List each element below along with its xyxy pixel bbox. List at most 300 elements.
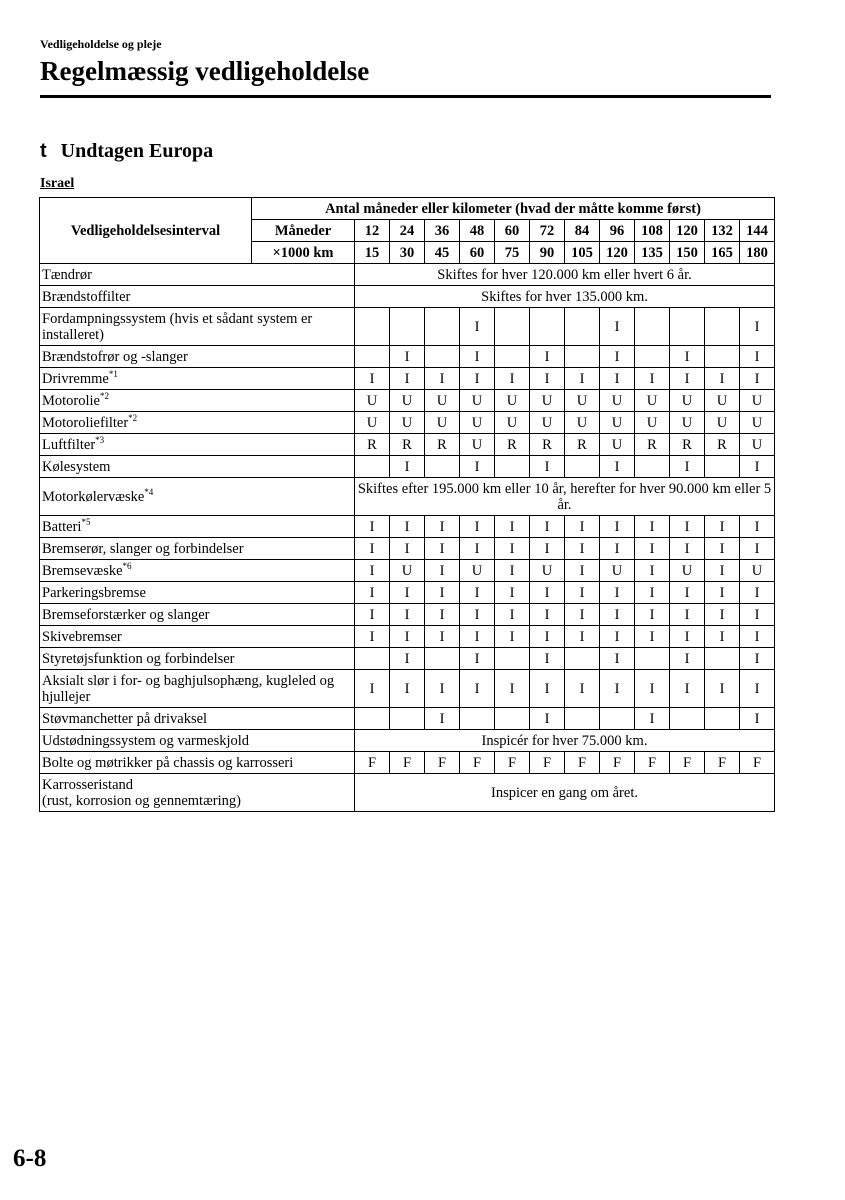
- item-name: [40, 286, 355, 308]
- table-row: [40, 516, 775, 538]
- table-row: [40, 286, 775, 308]
- item-name-text: Bremsevæske: [42, 562, 123, 579]
- item-name: [40, 368, 355, 390]
- schedule-cell: I: [740, 456, 775, 478]
- months-cell: 108: [635, 220, 670, 242]
- schedule-cell: U: [425, 390, 460, 412]
- schedule-cell: F: [635, 752, 670, 774]
- schedule-cell: I: [355, 516, 390, 538]
- schedule-cell: I: [705, 670, 740, 708]
- schedule-cell: U: [355, 412, 390, 434]
- item-name-text: Bremserør, slanger og forbindelser: [42, 540, 244, 557]
- section-bullet-icon: t: [40, 140, 47, 162]
- item-name: [40, 604, 355, 626]
- interval-header: Vedligeholdelsesinterval: [40, 198, 252, 264]
- schedule-cell: I: [460, 346, 495, 368]
- km-cell: 150: [670, 242, 705, 264]
- schedule-cell: I: [390, 604, 425, 626]
- item-name-text: Skivebremser: [42, 628, 122, 645]
- item-name: [40, 730, 355, 752]
- schedule-cell: [390, 308, 425, 346]
- schedule-cell: I: [425, 538, 460, 560]
- item-name: [40, 456, 355, 478]
- table-row: [40, 368, 775, 390]
- schedule-cell: I: [740, 604, 775, 626]
- schedule-cell: U: [670, 560, 705, 582]
- schedule-cell: I: [530, 368, 565, 390]
- km-cell: 135: [635, 242, 670, 264]
- item-name-text: (rust, korrosion og gennemtæring): [42, 792, 241, 809]
- schedule-cell: U: [390, 390, 425, 412]
- item-name-text: Fordampningssystem (hvis et sådant system er installeret): [42, 310, 313, 343]
- section-label: Vedligeholdelse og pleje: [40, 37, 162, 51]
- months-label: Måneder: [252, 220, 355, 242]
- schedule-cell: [565, 346, 600, 368]
- schedule-cell: I: [740, 670, 775, 708]
- schedule-cell: I: [495, 604, 530, 626]
- schedule-cell: I: [600, 582, 635, 604]
- schedule-cell: R: [355, 434, 390, 456]
- months-cell: 36: [425, 220, 460, 242]
- footnote-ref: *4: [144, 486, 154, 497]
- schedule-cell: I: [600, 456, 635, 478]
- item-name: [40, 516, 355, 538]
- item-name-text: Støvmanchetter på drivaksel: [42, 710, 208, 727]
- schedule-cell: I: [495, 538, 530, 560]
- schedule-cell: I: [530, 516, 565, 538]
- months-cell: 132: [705, 220, 740, 242]
- item-name-text: Karrosseristand: [42, 776, 134, 793]
- schedule-cell: I: [390, 626, 425, 648]
- schedule-cell: I: [355, 582, 390, 604]
- table-row: [40, 308, 775, 346]
- subheading: [40, 140, 213, 163]
- schedule-cell: R: [495, 434, 530, 456]
- footnote-ref: *3: [95, 434, 105, 445]
- schedule-cell: [635, 648, 670, 670]
- schedule-cell: I: [425, 604, 460, 626]
- schedule-cell: I: [565, 670, 600, 708]
- schedule-cell: I: [740, 346, 775, 368]
- schedule-cell: I: [425, 368, 460, 390]
- schedule-cell: I: [460, 456, 495, 478]
- schedule-cell: [425, 346, 460, 368]
- schedule-cell: I: [390, 346, 425, 368]
- schedule-cell: I: [390, 456, 425, 478]
- schedule-cell: I: [600, 604, 635, 626]
- schedule-cell: I: [495, 516, 530, 538]
- table-row: [40, 752, 775, 774]
- schedule-cell: I: [390, 670, 425, 708]
- schedule-cell: I: [635, 582, 670, 604]
- schedule-cell: I: [390, 538, 425, 560]
- item-name-text: Aksialt slør i for- og baghjulsophæng, kugleled og hjullejer: [42, 672, 335, 705]
- item-name: [40, 434, 355, 456]
- header-row-top: [40, 198, 775, 220]
- schedule-cell: [355, 308, 390, 346]
- schedule-cell: I: [565, 560, 600, 582]
- schedule-cell: I: [530, 670, 565, 708]
- interval-instruction: Skiftes for hver 120.000 km eller hvert 6 år.: [355, 264, 775, 286]
- schedule-cell: U: [530, 390, 565, 412]
- item-name: [40, 346, 355, 368]
- table-row: [40, 730, 775, 752]
- schedule-cell: I: [460, 516, 495, 538]
- table-row: [40, 604, 775, 626]
- schedule-cell: I: [600, 308, 635, 346]
- footnote-ref: *1: [108, 368, 118, 379]
- region-label: Israel: [40, 176, 75, 191]
- schedule-cell: R: [530, 434, 565, 456]
- item-name-text: Motoroliefilter: [42, 414, 129, 431]
- interval-instruction: Inspicér for hver 75.000 km.: [355, 730, 775, 752]
- schedule-cell: I: [670, 456, 705, 478]
- item-name-text: Brændstoffilter: [42, 288, 131, 305]
- schedule-cell: I: [635, 516, 670, 538]
- schedule-cell: F: [355, 752, 390, 774]
- schedule-cell: I: [705, 516, 740, 538]
- item-name-text: Styretøjsfunktion og forbindelser: [42, 650, 235, 667]
- schedule-cell: I: [705, 604, 740, 626]
- schedule-cell: F: [425, 752, 460, 774]
- schedule-cell: I: [355, 560, 390, 582]
- schedule-cell: [390, 708, 425, 730]
- footnote-ref: *5: [81, 516, 91, 527]
- schedule-cell: U: [460, 434, 495, 456]
- schedule-cell: U: [530, 412, 565, 434]
- schedule-cell: I: [530, 456, 565, 478]
- schedule-cell: I: [705, 560, 740, 582]
- schedule-cell: I: [705, 368, 740, 390]
- table-row: [40, 434, 775, 456]
- schedule-cell: I: [565, 626, 600, 648]
- item-name-text: Drivremme: [42, 370, 109, 387]
- schedule-cell: I: [390, 516, 425, 538]
- table-row: [40, 648, 775, 670]
- item-name-text: Parkeringsbremse: [42, 584, 146, 601]
- schedule-cell: I: [600, 626, 635, 648]
- schedule-cell: U: [530, 560, 565, 582]
- schedule-cell: [635, 456, 670, 478]
- schedule-cell: I: [530, 626, 565, 648]
- item-name: [40, 626, 355, 648]
- table-row: [40, 582, 775, 604]
- item-name: [40, 708, 355, 730]
- schedule-cell: I: [495, 368, 530, 390]
- schedule-cell: [670, 708, 705, 730]
- interval-instruction: Skiftes efter 195.000 km eller 10 år, herefter for hver 90.000 km eller 5 år.: [355, 478, 775, 516]
- schedule-cell: [530, 308, 565, 346]
- schedule-cell: I: [670, 582, 705, 604]
- table-row: [40, 708, 775, 730]
- table-row: [40, 390, 775, 412]
- item-name-text: Tændrør: [42, 266, 92, 283]
- schedule-cell: I: [460, 368, 495, 390]
- item-name-text: Motorolie: [42, 392, 100, 409]
- schedule-cell: I: [565, 516, 600, 538]
- schedule-cell: [705, 308, 740, 346]
- page-title: Regelmæssig vedligeholdelse: [40, 56, 370, 86]
- schedule-cell: I: [600, 346, 635, 368]
- title-divider: [40, 95, 771, 98]
- schedule-cell: F: [460, 752, 495, 774]
- schedule-cell: [355, 456, 390, 478]
- schedule-cell: [425, 456, 460, 478]
- item-name-text: Luftfilter: [42, 436, 96, 453]
- schedule-cell: U: [565, 390, 600, 412]
- schedule-cell: I: [565, 582, 600, 604]
- schedule-cell: U: [705, 390, 740, 412]
- months-cell: 84: [565, 220, 600, 242]
- schedule-cell: I: [460, 538, 495, 560]
- schedule-cell: I: [425, 560, 460, 582]
- schedule-cell: U: [495, 390, 530, 412]
- schedule-cell: F: [530, 752, 565, 774]
- schedule-cell: I: [565, 604, 600, 626]
- schedule-cell: I: [705, 626, 740, 648]
- footnote-ref: *2: [100, 390, 109, 401]
- maintenance-schedule-table: [39, 197, 775, 812]
- schedule-cell: [565, 708, 600, 730]
- schedule-cell: I: [355, 626, 390, 648]
- schedule-cell: I: [635, 670, 670, 708]
- item-name: [40, 582, 355, 604]
- schedule-cell: I: [740, 516, 775, 538]
- km-label: ×1000 km: [252, 242, 355, 264]
- schedule-cell: U: [670, 412, 705, 434]
- schedule-cell: U: [390, 412, 425, 434]
- schedule-cell: U: [425, 412, 460, 434]
- period-header: Antal måneder eller kilometer (hvad der måtte komme først): [252, 198, 775, 220]
- item-name: [40, 560, 355, 582]
- schedule-cell: I: [705, 582, 740, 604]
- schedule-cell: [460, 708, 495, 730]
- schedule-cell: I: [670, 626, 705, 648]
- schedule-cell: [635, 308, 670, 346]
- schedule-cell: R: [425, 434, 460, 456]
- schedule-cell: I: [530, 346, 565, 368]
- schedule-cell: [635, 346, 670, 368]
- item-name-text: Bolte og møtrikker på chassis og karrosseri: [42, 754, 294, 771]
- km-cell: 180: [740, 242, 775, 264]
- interval-instruction: Inspicer en gang om året.: [355, 774, 775, 812]
- months-cell: 72: [530, 220, 565, 242]
- schedule-cell: [355, 708, 390, 730]
- schedule-cell: [425, 648, 460, 670]
- schedule-cell: I: [460, 582, 495, 604]
- item-name: [40, 412, 355, 434]
- schedule-cell: I: [530, 538, 565, 560]
- schedule-cell: I: [495, 560, 530, 582]
- schedule-cell: I: [670, 670, 705, 708]
- schedule-cell: [495, 708, 530, 730]
- schedule-cell: U: [635, 390, 670, 412]
- schedule-cell: [705, 346, 740, 368]
- schedule-cell: F: [740, 752, 775, 774]
- schedule-cell: I: [635, 560, 670, 582]
- item-name: [40, 264, 355, 286]
- schedule-cell: U: [670, 390, 705, 412]
- table-row: [40, 346, 775, 368]
- schedule-cell: [705, 648, 740, 670]
- schedule-cell: I: [495, 626, 530, 648]
- schedule-cell: U: [390, 560, 425, 582]
- schedule-cell: U: [600, 390, 635, 412]
- table-row: [40, 478, 775, 516]
- schedule-cell: U: [460, 560, 495, 582]
- table-row: [40, 774, 775, 812]
- table-body: [40, 264, 775, 812]
- schedule-cell: [355, 648, 390, 670]
- table-row: [40, 560, 775, 582]
- schedule-cell: U: [600, 434, 635, 456]
- schedule-cell: I: [460, 670, 495, 708]
- schedule-cell: I: [600, 670, 635, 708]
- schedule-cell: U: [600, 560, 635, 582]
- table-row: [40, 538, 775, 560]
- schedule-cell: [495, 456, 530, 478]
- schedule-cell: I: [740, 368, 775, 390]
- schedule-cell: [565, 308, 600, 346]
- schedule-cell: F: [705, 752, 740, 774]
- schedule-cell: I: [530, 582, 565, 604]
- schedule-cell: I: [600, 516, 635, 538]
- schedule-cell: R: [390, 434, 425, 456]
- schedule-cell: I: [740, 626, 775, 648]
- schedule-cell: I: [670, 516, 705, 538]
- schedule-cell: U: [600, 412, 635, 434]
- schedule-cell: I: [460, 604, 495, 626]
- schedule-cell: [565, 456, 600, 478]
- schedule-cell: I: [600, 538, 635, 560]
- schedule-cell: I: [530, 604, 565, 626]
- schedule-cell: [355, 346, 390, 368]
- schedule-cell: I: [670, 538, 705, 560]
- schedule-cell: I: [425, 516, 460, 538]
- schedule-cell: F: [390, 752, 425, 774]
- schedule-cell: I: [670, 368, 705, 390]
- schedule-cell: [495, 648, 530, 670]
- table-row: [40, 670, 775, 708]
- km-cell: 75: [495, 242, 530, 264]
- schedule-cell: I: [425, 670, 460, 708]
- schedule-cell: U: [565, 412, 600, 434]
- schedule-cell: U: [740, 390, 775, 412]
- schedule-cell: U: [740, 434, 775, 456]
- table-row: [40, 626, 775, 648]
- schedule-cell: I: [600, 368, 635, 390]
- schedule-cell: I: [705, 538, 740, 560]
- schedule-cell: I: [355, 604, 390, 626]
- schedule-cell: I: [740, 308, 775, 346]
- schedule-cell: I: [635, 626, 670, 648]
- schedule-cell: I: [740, 708, 775, 730]
- schedule-cell: I: [355, 538, 390, 560]
- schedule-cell: I: [740, 538, 775, 560]
- months-cell: 60: [495, 220, 530, 242]
- schedule-cell: U: [740, 560, 775, 582]
- schedule-cell: I: [495, 670, 530, 708]
- months-cell: 96: [600, 220, 635, 242]
- schedule-cell: F: [670, 752, 705, 774]
- schedule-cell: U: [460, 390, 495, 412]
- schedule-cell: I: [670, 346, 705, 368]
- schedule-cell: [670, 308, 705, 346]
- item-name: [40, 670, 355, 708]
- schedule-cell: I: [460, 648, 495, 670]
- km-cell: 60: [460, 242, 495, 264]
- item-name: [40, 308, 355, 346]
- schedule-cell: I: [635, 538, 670, 560]
- schedule-cell: I: [530, 708, 565, 730]
- schedule-cell: U: [740, 412, 775, 434]
- footnote-ref: *2: [128, 412, 138, 423]
- schedule-cell: R: [705, 434, 740, 456]
- schedule-cell: I: [565, 538, 600, 560]
- schedule-cell: [600, 708, 635, 730]
- schedule-cell: U: [705, 412, 740, 434]
- schedule-cell: I: [670, 604, 705, 626]
- months-cell: 12: [355, 220, 390, 242]
- schedule-cell: I: [425, 582, 460, 604]
- schedule-cell: I: [635, 368, 670, 390]
- schedule-cell: [495, 346, 530, 368]
- subheading-text: Undtagen Europa: [60, 140, 214, 162]
- km-cell: 90: [530, 242, 565, 264]
- schedule-cell: I: [600, 648, 635, 670]
- item-name-text: Motorkølervæske: [42, 488, 145, 505]
- schedule-cell: U: [355, 390, 390, 412]
- schedule-cell: [495, 308, 530, 346]
- schedule-cell: I: [460, 626, 495, 648]
- schedule-cell: U: [460, 412, 495, 434]
- schedule-cell: R: [565, 434, 600, 456]
- schedule-cell: F: [565, 752, 600, 774]
- item-name-text: Batteri: [42, 518, 82, 535]
- item-name-text: Bremseforstærker og slanger: [42, 606, 210, 623]
- table-header: [40, 198, 775, 264]
- km-cell: 45: [425, 242, 460, 264]
- schedule-cell: I: [390, 582, 425, 604]
- km-cell: 165: [705, 242, 740, 264]
- item-name: [40, 752, 355, 774]
- schedule-cell: F: [600, 752, 635, 774]
- item-name-text: Brændstofrør og -slanger: [42, 348, 188, 365]
- schedule-cell: I: [460, 308, 495, 346]
- schedule-cell: I: [355, 670, 390, 708]
- schedule-cell: I: [390, 648, 425, 670]
- schedule-cell: [425, 308, 460, 346]
- schedule-cell: I: [565, 368, 600, 390]
- item-name-text: Udstødningssystem og varmeskjold: [42, 732, 250, 749]
- schedule-cell: [705, 456, 740, 478]
- schedule-cell: I: [530, 648, 565, 670]
- schedule-cell: R: [635, 434, 670, 456]
- schedule-cell: U: [635, 412, 670, 434]
- table-row: [40, 264, 775, 286]
- months-cell: 120: [670, 220, 705, 242]
- item-name: [40, 774, 355, 812]
- item-name: [40, 390, 355, 412]
- schedule-cell: R: [670, 434, 705, 456]
- schedule-cell: U: [495, 412, 530, 434]
- schedule-cell: I: [740, 648, 775, 670]
- item-name-text: Kølesystem: [42, 458, 111, 475]
- footnote-ref: *6: [122, 560, 132, 571]
- schedule-cell: I: [670, 648, 705, 670]
- schedule-cell: I: [635, 604, 670, 626]
- schedule-cell: I: [495, 582, 530, 604]
